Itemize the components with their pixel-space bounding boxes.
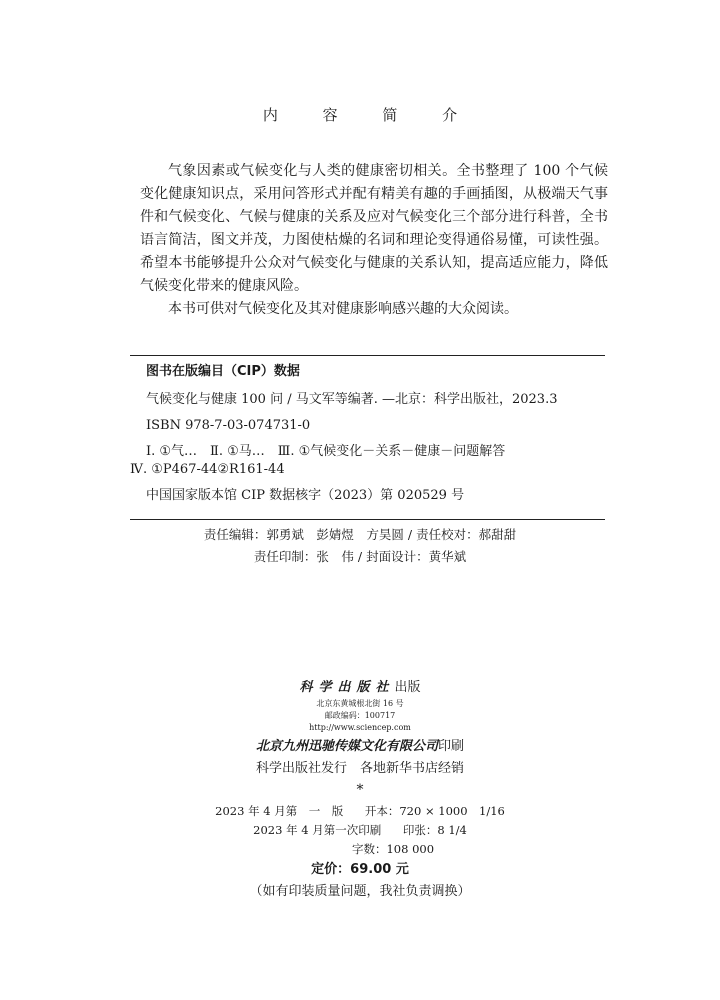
staff-line-editors: 责任编辑：郭勇斌 彭婧煜 方昊圆 / 责任校对：郝甜甜 (203, 527, 517, 542)
cip-classification-line1: Ⅰ. ①气… Ⅱ. ①马… Ⅲ. ①气候变化－关系－健康－问题解答 (146, 444, 506, 459)
printer-suffix: 印刷 (438, 739, 465, 754)
cip-heading: 图书在版编目（CIP）数据 (146, 364, 300, 379)
distribution-line: 科学出版社发行 各地新华书店经销 (255, 761, 464, 776)
book-format: 开本：720 × 1000 1/16 (364, 804, 505, 818)
word-count: 字数：108 000 (351, 842, 435, 856)
staff-credits (0, 524, 720, 568)
summary-body (140, 160, 608, 321)
publisher-address: 北京东黄城根北街 16 号 (316, 699, 404, 708)
summary-paragraph: 本书可供对气候变化及其对健康影响感兴趣的大众阅读。 (168, 301, 518, 317)
cip-verification: 中国国家版本馆 CIP 数据核字（2023）第 020529 号 (146, 488, 465, 503)
publisher-postcode: 邮政编码：100717 (324, 711, 396, 720)
price: 定价：69.00 元 (311, 862, 409, 877)
cip-isbn: ISBN 978-7-03-074731-0 (146, 418, 311, 433)
edition-info (0, 802, 720, 859)
printing-date: 2023 年 4 月第一次印刷 (253, 823, 382, 837)
staff-line-production: 责任印制：张 伟 / 封面设计：黄华斌 (253, 549, 467, 564)
publisher-website: http://www.sciencep.com (309, 723, 411, 732)
cip-bibliographic: 气候变化与健康 100 问 / 马文军等编著. —北京：科学出版社，2023.3 (146, 392, 558, 407)
quality-notice: （如有印装质量问题，我社负责调换） (249, 884, 471, 899)
colophon (0, 678, 720, 903)
separator-star: * (356, 782, 364, 798)
printer-name: 北京九州迅驰传媒文化有限公司 (255, 739, 438, 754)
cip-block (130, 355, 605, 520)
edition-date: 2023 年 4 月第 一 版 (215, 804, 344, 818)
printer-line (0, 736, 720, 758)
cip-classification (130, 443, 605, 479)
publisher-suffix: 出版 (394, 680, 421, 695)
summary-paragraph: 气象因素或气候变化与人类的健康密切相关。全书整理了 100 个气候变化健康知识点，采用问答形式并配有精美有趣的手画插图，从极端天气事件和气候变化、气候与健康的关系及应对气候变化三个部分进行科普，全书语言简洁，图文并茂，力图使枯燥的名词和理论变得通俗易懂，可读性强。希望本书能够提升公众对气候变化与健康的关系认知，提高适应能力，降低气候变化带来的健康风险。 (140, 163, 608, 294)
summary-title: 内 容 简 介 (262, 106, 478, 124)
cip-classification-line2: Ⅳ. ①P467-44②R161-44 (130, 462, 285, 477)
publisher-name: 科学出版社 (299, 680, 395, 695)
publisher-line (0, 678, 720, 698)
printed-sheets: 印张：8 1/4 (402, 823, 467, 837)
